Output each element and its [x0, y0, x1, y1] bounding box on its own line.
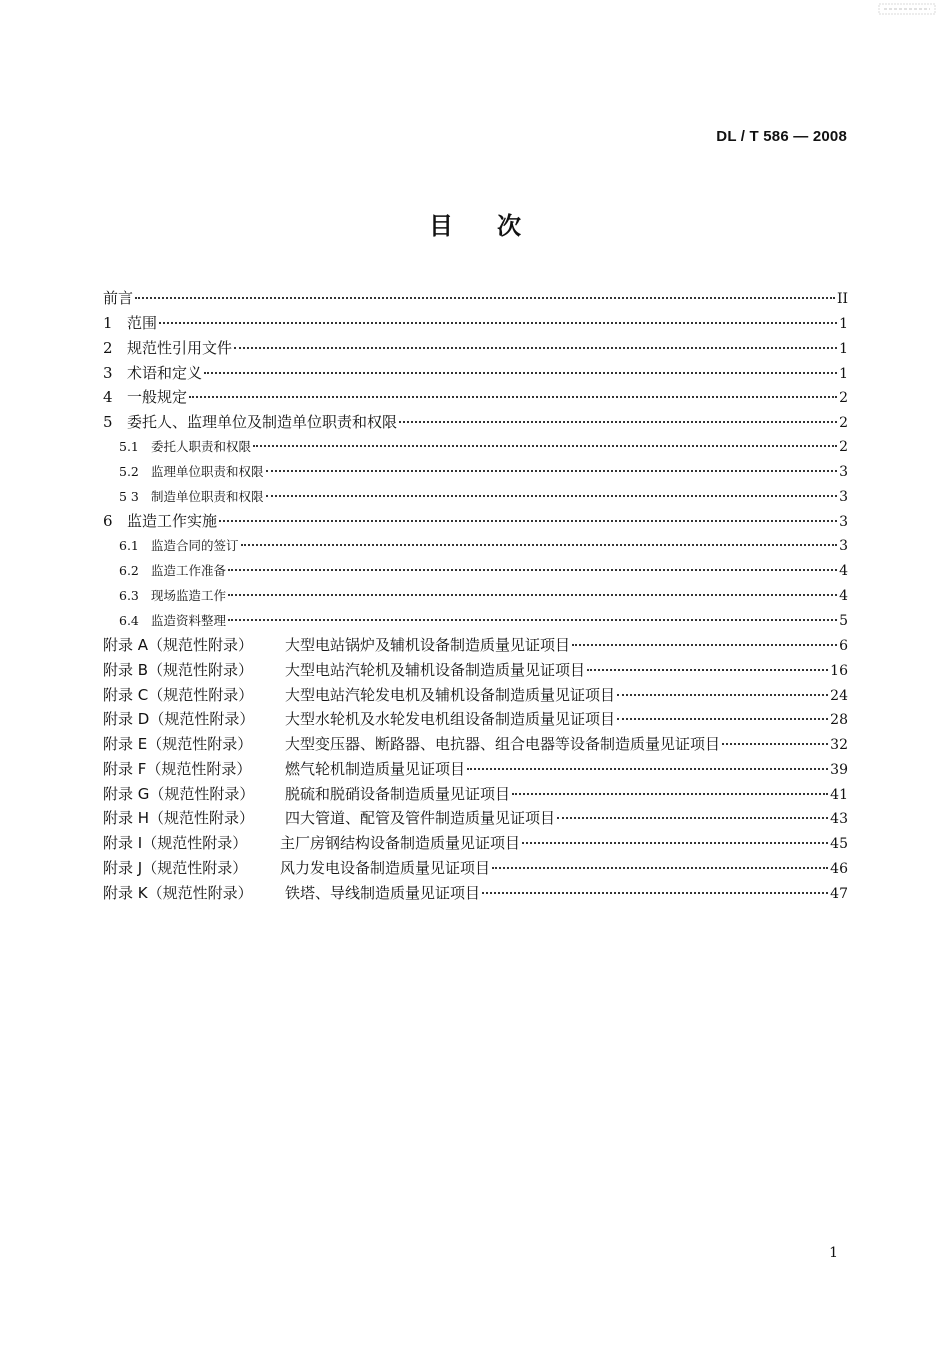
dot-leader: [557, 817, 828, 819]
toc-subentry-6-2[interactable]: [103, 560, 848, 582]
appendix-id: 附录 C（规范性附录）: [103, 686, 254, 704]
appendix-title: 四大管道、配管及管件制造质量见证项目: [285, 809, 556, 827]
toc-entry-number: 1: [103, 314, 113, 332]
scan-watermark-icon: [878, 2, 936, 16]
toc-page-ref: 16: [830, 663, 848, 679]
toc-appendix-i[interactable]: [103, 832, 848, 854]
toc-page-ref: 2: [839, 439, 848, 455]
toc-page-ref: 1: [839, 316, 848, 332]
toc-page-ref: 3: [839, 489, 848, 505]
toc-entry-label: 委托人职责和权限: [151, 439, 252, 454]
toc-subentry-6-1[interactable]: [103, 535, 848, 557]
toc-page-ref: 28: [830, 712, 848, 728]
standard-code: DL / T 586 — 2008: [716, 128, 847, 145]
toc-page-ref: 4: [839, 588, 848, 604]
toc-entry-label: 现场监造工作: [151, 588, 227, 603]
dot-leader: [722, 743, 828, 745]
toc-page-ref: 3: [839, 464, 848, 480]
dot-leader: [617, 718, 828, 720]
dot-leader: [522, 842, 828, 844]
toc-entry-number: 5 3: [119, 489, 139, 504]
appendix-title: 大型水轮机及水轮发电机组设备制造质量见证项目: [285, 710, 616, 728]
toc-page-ref: 32: [830, 737, 848, 753]
dot-leader: [135, 297, 835, 299]
title-char-2: 次: [497, 212, 521, 240]
toc-page-ref: II: [836, 291, 848, 307]
toc-page-ref: 1: [839, 366, 848, 382]
toc-page-ref: 2: [839, 415, 848, 431]
toc-entry-number: 6.1: [119, 538, 139, 553]
toc-entry-label: 前言: [103, 289, 134, 307]
toc-entry-number: 3: [103, 364, 113, 382]
appendix-title: 风力发电设备制造质量见证项目: [280, 859, 491, 877]
toc-appendix-k[interactable]: [103, 882, 848, 904]
toc-subentry-6-3[interactable]: [103, 585, 848, 607]
toc-appendix-c[interactable]: [103, 684, 848, 706]
dot-leader: [492, 867, 828, 869]
appendix-id: 附录 F（规范性附录）: [103, 760, 252, 778]
appendix-id: 附录 K（规范性附录）: [103, 884, 253, 902]
toc-entry-label: 监理单位职责和权限: [151, 464, 264, 479]
page-title: [0, 206, 950, 241]
toc-page-ref: 47: [830, 886, 848, 902]
toc-subentry-5-2[interactable]: [103, 461, 848, 483]
appendix-title: 脱硫和脱硝设备制造质量见证项目: [285, 785, 511, 803]
toc-entry-general-provisions[interactable]: [103, 386, 848, 408]
toc-page-ref: 46: [830, 861, 848, 877]
toc-entry-number: 6.4: [119, 613, 139, 628]
toc-entry-implementation[interactable]: [103, 510, 848, 532]
dot-leader: [159, 322, 837, 324]
toc-page-ref: 3: [839, 538, 848, 554]
toc-entry-normative-references[interactable]: [103, 337, 848, 359]
appendix-id: 附录 I（规范性附录）: [103, 834, 248, 852]
dot-leader: [234, 347, 837, 349]
toc-entry-number: 5.1: [119, 439, 139, 454]
dot-leader: [399, 421, 837, 423]
toc-page-ref: 4: [839, 563, 848, 579]
toc-appendix-h[interactable]: [103, 807, 848, 829]
toc-page-ref: 39: [830, 762, 848, 778]
toc-appendix-f[interactable]: [103, 758, 848, 780]
dot-leader: [587, 669, 828, 671]
dot-leader: [266, 470, 838, 472]
toc-subentry-5-1[interactable]: [103, 436, 848, 458]
toc-page-ref: 43: [830, 811, 848, 827]
appendix-id: 附录 E（规范性附录）: [103, 735, 253, 753]
toc-entry-label: 监造合同的签订: [151, 538, 239, 553]
dot-leader: [228, 569, 837, 571]
toc-appendix-g[interactable]: [103, 783, 848, 805]
appendix-title: 大型电站汽轮发电机及辅机设备制造质量见证项目: [285, 686, 616, 704]
toc-entry-label: 委托人、监理单位及制造单位职责和权限: [127, 413, 398, 431]
toc-entry-number: 4: [103, 388, 113, 406]
toc-entry-number: 6: [103, 512, 113, 530]
toc-page-ref: 24: [830, 688, 848, 704]
toc-entry-number: 5.2: [119, 464, 139, 479]
appendix-id: 附录 D（规范性附录）: [103, 710, 255, 728]
toc-entry-label: 规范性引用文件: [127, 339, 233, 357]
toc-page-ref: 5: [839, 613, 848, 629]
appendix-title: 燃气轮机制造质量见证项目: [285, 760, 466, 778]
appendix-id: 附录 B（规范性附录）: [103, 661, 254, 679]
toc-appendix-j[interactable]: [103, 857, 848, 879]
toc-entry-number: 6.3: [119, 588, 139, 603]
toc-entry-label: 监造工作实施: [127, 512, 218, 530]
appendix-title: 大型变压器、断路器、电抗器、组合电器等设备制造质量见证项目: [285, 735, 721, 753]
toc-page-ref: 1: [839, 341, 848, 357]
dot-leader: [482, 892, 828, 894]
toc-appendix-e[interactable]: [103, 733, 848, 755]
appendix-title: 铁塔、导线制造质量见证项目: [285, 884, 481, 902]
appendix-title: 主厂房钢结构设备制造质量见证项目: [280, 834, 521, 852]
appendix-id: 附录 A（规范性附录）: [103, 636, 254, 654]
toc-entry-number: 2: [103, 339, 113, 357]
appendix-id: 附录 G（规范性附录）: [103, 785, 255, 803]
toc-page-ref: 6: [839, 638, 848, 654]
dot-leader: [228, 619, 837, 621]
title-char-1: 目: [429, 212, 453, 240]
toc-entry-number: 5: [103, 413, 113, 431]
dot-leader: [512, 793, 828, 795]
dot-leader: [189, 396, 837, 398]
appendix-id: 附录 H（规范性附录）: [103, 809, 255, 827]
toc-entry-label: 一般规定: [127, 388, 188, 406]
toc-entry-terms[interactable]: [103, 362, 848, 384]
dot-leader: [219, 520, 837, 522]
dot-leader: [241, 544, 838, 546]
toc-entry-number: 6.2: [119, 563, 139, 578]
dot-leader: [572, 644, 837, 646]
toc-entry-label: 术语和定义: [127, 364, 203, 382]
dot-leader: [228, 594, 837, 596]
dot-leader: [253, 445, 837, 447]
appendix-id: 附录 J（规范性附录）: [103, 859, 248, 877]
toc-page-ref: 2: [839, 390, 848, 406]
toc-page-ref: 3: [839, 514, 848, 530]
toc-appendix-a[interactable]: [103, 634, 848, 656]
toc-entry-foreword[interactable]: [103, 287, 848, 309]
toc-subentry-5-3[interactable]: [103, 486, 848, 508]
appendix-title: 大型电站锅炉及辅机设备制造质量见证项目: [285, 636, 571, 654]
toc-page-ref: 45: [830, 836, 848, 852]
appendix-title: 大型电站汽轮机及辅机设备制造质量见证项目: [285, 661, 586, 679]
toc-entry-label: 制造单位职责和权限: [151, 489, 264, 504]
toc-entry-label: 范围: [127, 314, 158, 332]
toc-entry-label: 监造资料整理: [151, 613, 227, 628]
toc-entry-scope[interactable]: [103, 312, 848, 334]
toc-entry-responsibilities[interactable]: [103, 411, 848, 433]
dot-leader: [467, 768, 828, 770]
dot-leader: [617, 694, 828, 696]
dot-leader: [266, 495, 838, 497]
page-number: 1: [829, 1245, 838, 1261]
dot-leader: [204, 372, 837, 374]
toc-appendix-b[interactable]: [103, 659, 848, 681]
toc-appendix-d[interactable]: [103, 708, 848, 730]
toc-entry-label: 监造工作准备: [151, 563, 227, 578]
toc-page-ref: 41: [830, 787, 848, 803]
toc-subentry-6-4[interactable]: [103, 610, 848, 632]
